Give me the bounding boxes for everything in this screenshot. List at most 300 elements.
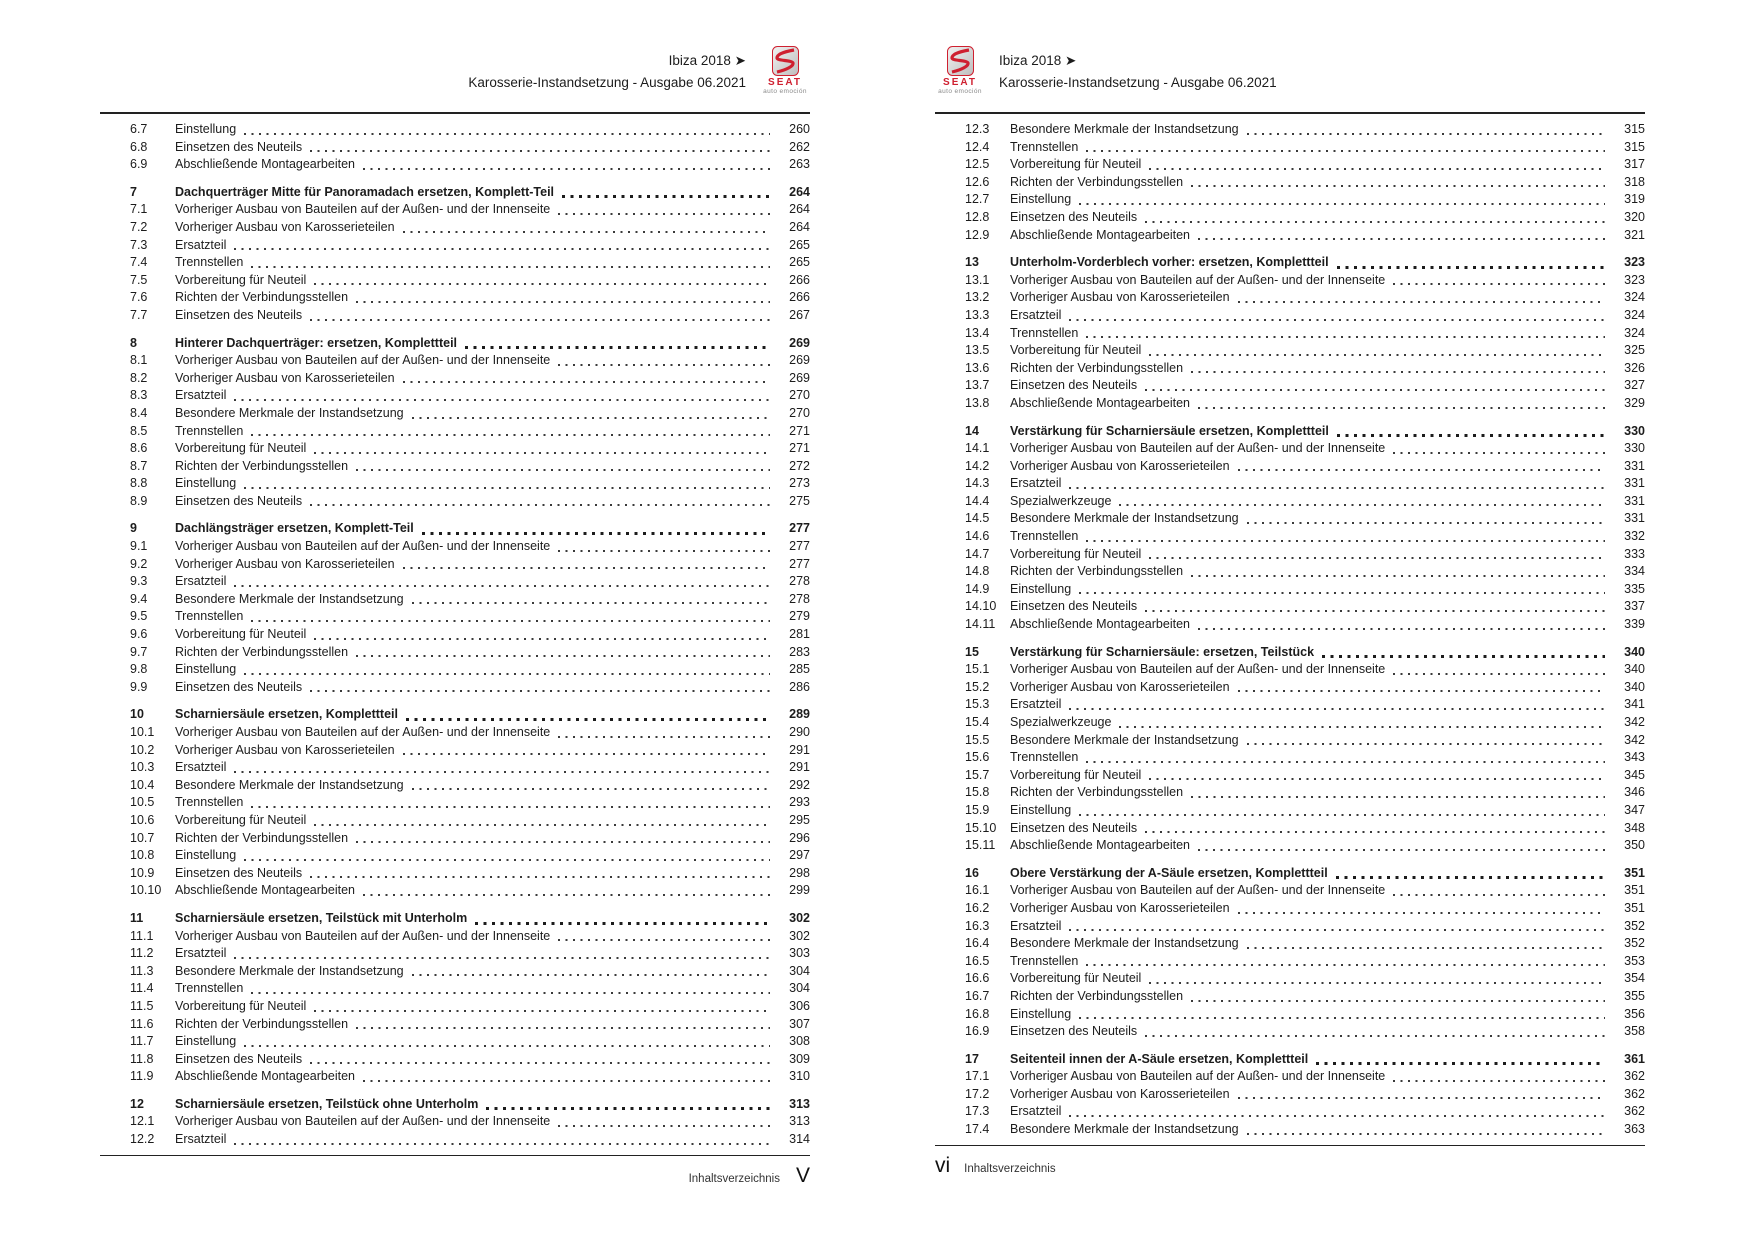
toc-entry-page: 269 bbox=[789, 335, 810, 350]
toc-entry-page: 351 bbox=[1624, 865, 1645, 880]
footer-label: Inhaltsverzeichnis bbox=[688, 1172, 780, 1185]
toc-entry-page: 272 bbox=[789, 458, 810, 473]
toc-entry bbox=[100, 1113, 810, 1131]
toc-entry-title: Vorheriger Ausbau von Bauteilen auf der Außen- und der Innenseite bbox=[175, 928, 551, 943]
toc-entry bbox=[100, 520, 810, 538]
toc-entry-number: 16.7 bbox=[965, 988, 990, 1003]
seat-emblem-icon bbox=[772, 46, 799, 76]
toc-entry bbox=[100, 777, 810, 795]
toc-entry bbox=[935, 546, 1645, 564]
toc-entry-page: 296 bbox=[789, 830, 810, 845]
toc-entry-title: Vorbereitung für Neuteil bbox=[1010, 343, 1142, 358]
dot-leader bbox=[244, 133, 770, 135]
toc-entry-title: Obere Verstärkung der A-Säule ersetzen, Komplettteil bbox=[1010, 865, 1328, 880]
toc-entry-number: 15.11 bbox=[965, 838, 996, 853]
toc-entry bbox=[100, 706, 810, 724]
dot-leader bbox=[1079, 592, 1605, 594]
dot-leader bbox=[1191, 371, 1605, 373]
toc-entry-page: 278 bbox=[789, 574, 810, 589]
toc-entry-page: 309 bbox=[789, 1051, 810, 1066]
toc-entry-title: Einstellung bbox=[175, 122, 237, 136]
footer-page-number: V bbox=[795, 1163, 810, 1187]
dot-leader bbox=[244, 1045, 770, 1047]
toc-entry-number: 9 bbox=[130, 521, 137, 536]
toc-entry-number: 16.8 bbox=[965, 1006, 990, 1021]
dot-leader bbox=[234, 399, 770, 401]
dot-leader bbox=[1337, 266, 1605, 269]
toc-entry-page: 362 bbox=[1624, 1086, 1645, 1101]
toc-entry-page: 352 bbox=[1624, 936, 1645, 951]
toc-entry bbox=[100, 1033, 810, 1051]
dot-leader bbox=[244, 673, 770, 675]
dot-leader bbox=[403, 753, 770, 755]
footer-label: Inhaltsverzeichnis bbox=[964, 1162, 1056, 1175]
toc-entry-page: 265 bbox=[789, 237, 810, 252]
dot-leader bbox=[1069, 487, 1605, 489]
toc-entry-title: Vorbereitung für Neuteil bbox=[175, 812, 307, 827]
footer-rule bbox=[100, 1155, 810, 1156]
toc-entry-page: 291 bbox=[789, 760, 810, 775]
dot-leader bbox=[1316, 1062, 1605, 1065]
toc-entry-page: 320 bbox=[1624, 209, 1645, 224]
toc-entry-number: 14.2 bbox=[965, 458, 990, 473]
toc-entry-title: Einstellung bbox=[1010, 1006, 1072, 1021]
dot-leader bbox=[1247, 522, 1605, 524]
toc-entry bbox=[100, 237, 810, 255]
toc-entry-title: Ersatzteil bbox=[175, 760, 227, 775]
toc-entry-page: 331 bbox=[1624, 458, 1645, 473]
toc-entry-title: Vorheriger Ausbau von Karosserieteilen bbox=[175, 370, 395, 385]
dot-leader bbox=[558, 364, 770, 366]
toc-entry bbox=[935, 1051, 1645, 1069]
dot-leader bbox=[562, 195, 770, 198]
dot-leader bbox=[1393, 283, 1605, 285]
dot-leader bbox=[314, 283, 770, 285]
toc-entry-title: Vorheriger Ausbau von Bauteilen auf der Außen- und der Innenseite bbox=[175, 1114, 551, 1129]
toc-entry-number: 12 bbox=[130, 1096, 144, 1111]
dot-leader bbox=[1069, 319, 1605, 321]
dot-leader bbox=[412, 788, 770, 790]
toc-entry-title: Scharniersäule ersetzen, Teilstück mit Unterholm bbox=[175, 910, 468, 925]
dot-leader bbox=[251, 992, 770, 994]
toc-entry-title: Einstellung bbox=[1010, 802, 1072, 817]
toc-entry bbox=[100, 139, 810, 157]
toc-entry bbox=[100, 812, 810, 830]
dot-leader bbox=[251, 434, 770, 436]
toc-entry bbox=[935, 289, 1645, 307]
toc-entry-title: Ersatzteil bbox=[175, 574, 227, 589]
toc-entry bbox=[100, 458, 810, 476]
toc-entry-page: 277 bbox=[789, 539, 810, 554]
toc-entry-number: 7.1 bbox=[130, 202, 148, 217]
toc-entry-page: 339 bbox=[1624, 617, 1645, 632]
toc-entry-title: Spezialwerkzeuge bbox=[1010, 715, 1112, 729]
toc-entry-title: Richten der Verbindungsstellen bbox=[175, 830, 349, 845]
toc-entry-number: 11.7 bbox=[130, 1034, 154, 1049]
toc-entry-page: 313 bbox=[789, 1096, 810, 1111]
toc-entry-number: 13.6 bbox=[965, 360, 990, 375]
dot-leader bbox=[1393, 894, 1605, 896]
toc-entry-title: Vorheriger Ausbau von Bauteilen auf der Außen- und der Innenseite bbox=[1010, 441, 1386, 456]
toc-entry-title: Besondere Merkmale der Instandsetzung bbox=[175, 405, 404, 420]
dot-leader bbox=[1119, 504, 1605, 506]
toc-entry-number: 12.2 bbox=[130, 1132, 155, 1147]
toc-entry-page: 333 bbox=[1624, 546, 1645, 561]
dot-leader bbox=[310, 150, 770, 152]
toc-entry-page: 307 bbox=[789, 1016, 810, 1031]
toc-entry-title: Ersatzteil bbox=[175, 388, 227, 403]
toc-entry-title: Scharniersäule ersetzen, Komplettteil bbox=[175, 707, 398, 722]
toc-entry-page: 292 bbox=[789, 777, 810, 792]
toc-entry bbox=[935, 342, 1645, 360]
toc-entry-title: Vorbereitung für Neuteil bbox=[175, 441, 307, 456]
toc-entry-page: 324 bbox=[1624, 290, 1645, 305]
toc-entry bbox=[100, 201, 810, 219]
toc-entry-page: 269 bbox=[789, 353, 810, 368]
toc-entry-number: 16.5 bbox=[965, 953, 990, 968]
dot-leader bbox=[1145, 831, 1605, 833]
toc-entry bbox=[935, 510, 1645, 528]
toc-entry-title: Ersatzteil bbox=[175, 946, 227, 961]
toc-entry-page: 325 bbox=[1624, 343, 1645, 358]
dot-leader bbox=[465, 346, 770, 349]
toc-entry-title: Besondere Merkmale der Instandsetzung bbox=[175, 591, 404, 606]
dot-leader bbox=[356, 841, 770, 843]
dot-leader bbox=[314, 452, 770, 454]
toc-entry-title: Vorbereitung für Neuteil bbox=[1010, 157, 1142, 172]
page-footer bbox=[100, 1164, 810, 1188]
toc-entry-page: 318 bbox=[1624, 174, 1645, 189]
toc-entry-number: 15.4 bbox=[965, 715, 990, 729]
toc-entry-page: 330 bbox=[1624, 441, 1645, 456]
toc-entry bbox=[935, 598, 1645, 616]
toc-entry-number: 14.8 bbox=[965, 564, 990, 579]
toc-entry-number: 11.1 bbox=[130, 928, 154, 943]
toc-entry bbox=[935, 865, 1645, 883]
toc-entry-title: Abschließende Montagearbeiten bbox=[1010, 838, 1190, 853]
dot-leader bbox=[412, 602, 770, 604]
toc-entry-page: 271 bbox=[789, 423, 810, 438]
toc-entry-title: Vorheriger Ausbau von Bauteilen auf der Außen- und der Innenseite bbox=[1010, 662, 1386, 677]
toc-entry-title: Einsetzen des Neuteils bbox=[1010, 378, 1138, 393]
toc-entry-title: Einsetzen des Neuteils bbox=[1010, 209, 1138, 224]
toc-entry bbox=[935, 254, 1645, 272]
dot-leader bbox=[363, 168, 770, 170]
dot-leader bbox=[1238, 469, 1605, 471]
toc-entry-page: 302 bbox=[789, 910, 810, 925]
toc-entry-page: 340 bbox=[1624, 644, 1645, 659]
toc-entry-page: 351 bbox=[1624, 900, 1645, 915]
toc-entry-number: 13.7 bbox=[965, 378, 990, 393]
toc-entry bbox=[100, 980, 810, 998]
toc-entry-page: 315 bbox=[1624, 139, 1645, 154]
toc-entry-number: 10.6 bbox=[130, 812, 155, 827]
toc-entry-title: Einstellung bbox=[175, 1034, 237, 1049]
toc-entry-title: Trennstellen bbox=[175, 981, 244, 996]
toc-entry-title: Trennstellen bbox=[1010, 325, 1079, 340]
dot-leader bbox=[403, 381, 770, 383]
toc-entry bbox=[100, 847, 810, 865]
toc-entry-number: 8.7 bbox=[130, 458, 148, 473]
toc-entry-number: 14.11 bbox=[965, 617, 996, 632]
toc-entry bbox=[935, 1023, 1645, 1041]
toc-entry-title: Besondere Merkmale der Instandsetzung bbox=[1010, 1122, 1239, 1137]
toc-entry bbox=[100, 661, 810, 679]
toc-entry bbox=[935, 953, 1645, 971]
dot-leader bbox=[1086, 964, 1605, 966]
toc-entry-number: 15.3 bbox=[965, 697, 990, 712]
dot-leader bbox=[1191, 185, 1605, 187]
toc-entry-number: 15.8 bbox=[965, 785, 990, 800]
toc-entry bbox=[935, 440, 1645, 458]
toc-entry bbox=[935, 837, 1645, 855]
dot-leader bbox=[1069, 708, 1605, 710]
toc-entry bbox=[100, 945, 810, 963]
header-text bbox=[468, 40, 746, 94]
toc-entry-title: Verstärkung für Scharniersäule ersetzen, Komplettteil bbox=[1010, 423, 1329, 438]
toc-entry-number: 7.3 bbox=[130, 237, 148, 252]
header-rule bbox=[100, 112, 810, 114]
toc-entry bbox=[100, 591, 810, 609]
toc-entry bbox=[100, 1068, 810, 1086]
dot-leader bbox=[1149, 557, 1605, 559]
toc-entry bbox=[935, 661, 1645, 679]
toc-entry-number: 15.10 bbox=[965, 820, 997, 835]
dot-leader bbox=[1079, 814, 1605, 816]
toc-entry-page: 342 bbox=[1624, 715, 1645, 729]
toc-entry bbox=[100, 307, 810, 325]
toc-entry-page: 304 bbox=[789, 981, 810, 996]
toc-entry-title: Vorheriger Ausbau von Bauteilen auf der Außen- und der Innenseite bbox=[175, 353, 551, 368]
toc-entry-title: Einsetzen des Neuteils bbox=[1010, 599, 1138, 614]
toc-entry-number: 7.6 bbox=[130, 290, 148, 305]
header-model: Ibiza 2018 ➤ bbox=[668, 53, 746, 68]
toc-entry-title: Richten der Verbindungsstellen bbox=[1010, 360, 1184, 375]
toc-entry bbox=[935, 970, 1645, 988]
toc-entry-page: 362 bbox=[1624, 1069, 1645, 1084]
toc-entry bbox=[100, 1131, 810, 1149]
toc-entry-number: 14.9 bbox=[965, 581, 990, 596]
toc-entry-title: Trennstellen bbox=[175, 255, 244, 270]
toc-entry bbox=[100, 184, 810, 202]
toc-entry bbox=[935, 1006, 1645, 1024]
toc-entry bbox=[100, 493, 810, 511]
dot-leader bbox=[1069, 929, 1605, 931]
seat-logo bbox=[935, 40, 985, 95]
toc-entry bbox=[935, 121, 1645, 139]
toc-entry-number: 10.8 bbox=[130, 848, 155, 863]
toc-entry bbox=[935, 802, 1645, 820]
toc-entry-number: 10.3 bbox=[130, 760, 155, 775]
dot-leader bbox=[558, 1125, 770, 1127]
toc-entry-title: Dachlängsträger ersetzen, Komplett-Teil bbox=[175, 521, 414, 536]
toc-entry-number: 10.2 bbox=[130, 742, 155, 757]
toc-entry bbox=[100, 335, 810, 353]
toc-entry bbox=[100, 794, 810, 812]
toc-entry-number: 8.8 bbox=[130, 476, 148, 491]
toc-entry-page: 326 bbox=[1624, 360, 1645, 375]
toc-entry bbox=[935, 156, 1645, 174]
toc-entry bbox=[935, 988, 1645, 1006]
toc-entry bbox=[935, 882, 1645, 900]
toc-entry-title: Dachquerträger Mitte für Panoramadach ersetzen, Komplett-Teil bbox=[175, 184, 555, 199]
toc-entry bbox=[100, 254, 810, 272]
toc-entry-number: 14 bbox=[965, 423, 979, 438]
toc-entry bbox=[935, 174, 1645, 192]
toc-entry bbox=[100, 865, 810, 883]
dot-leader bbox=[244, 487, 770, 489]
toc-entry-page: 267 bbox=[789, 307, 810, 322]
toc-entry-number: 12.9 bbox=[965, 227, 990, 242]
toc-entry-title: Richten der Verbindungsstellen bbox=[1010, 564, 1184, 579]
toc-entry-number: 7.5 bbox=[130, 272, 148, 287]
toc-entry-title: Vorbereitung für Neuteil bbox=[1010, 546, 1142, 561]
toc-entry bbox=[935, 679, 1645, 697]
toc-entry-number: 16.2 bbox=[965, 900, 990, 915]
toc-entry-page: 323 bbox=[1624, 255, 1645, 270]
dot-leader bbox=[1149, 354, 1605, 356]
dot-leader bbox=[356, 655, 770, 657]
toc-entry bbox=[935, 360, 1645, 378]
toc-entry-page: 297 bbox=[789, 848, 810, 863]
toc-entry-page: 313 bbox=[789, 1114, 810, 1129]
dot-leader bbox=[1079, 1017, 1605, 1019]
toc-entry-number: 16.6 bbox=[965, 971, 990, 986]
dot-leader bbox=[558, 550, 770, 552]
toc-entry-page: 304 bbox=[789, 963, 810, 978]
toc-entry-number: 6.8 bbox=[130, 139, 148, 154]
header-text bbox=[999, 40, 1277, 94]
toc-entry bbox=[100, 370, 810, 388]
header-title: Karosserie-Instandsetzung - Ausgabe 06.2021 bbox=[999, 75, 1277, 90]
toc-entry-title: Richten der Verbindungsstellen bbox=[175, 458, 349, 473]
dot-leader bbox=[1079, 203, 1605, 205]
toc-entry-number: 11.5 bbox=[130, 998, 154, 1013]
toc-entry-page: 348 bbox=[1624, 820, 1645, 835]
toc-page-right bbox=[935, 40, 1645, 1178]
toc-entry-title: Richten der Verbindungsstellen bbox=[1010, 785, 1184, 800]
dot-leader bbox=[1337, 434, 1605, 437]
dot-leader bbox=[1086, 761, 1605, 763]
toc-entry bbox=[935, 191, 1645, 209]
toc-entry-title: Trennstellen bbox=[175, 795, 244, 810]
toc-entry-page: 306 bbox=[789, 998, 810, 1013]
toc-entry-title: Besondere Merkmale der Instandsetzung bbox=[1010, 936, 1239, 951]
dot-leader bbox=[1393, 1080, 1605, 1082]
toc-entry-number: 12.6 bbox=[965, 174, 990, 189]
dot-leader bbox=[1145, 1035, 1605, 1037]
toc-entry-page: 264 bbox=[789, 219, 810, 234]
toc-entry-title: Vorheriger Ausbau von Bauteilen auf der Außen- und der Innenseite bbox=[1010, 1069, 1386, 1084]
dot-leader bbox=[1393, 452, 1605, 454]
toc-entry-title: Vorheriger Ausbau von Karosserieteilen bbox=[175, 556, 395, 571]
toc-entry-number: 17.2 bbox=[965, 1086, 990, 1101]
toc-entry-number: 9.6 bbox=[130, 627, 148, 642]
toc-entry bbox=[935, 377, 1645, 395]
toc-entry-number: 16.1 bbox=[965, 883, 990, 898]
toc-entry-title: Einstellung bbox=[175, 476, 237, 491]
toc-entry bbox=[100, 608, 810, 626]
toc-entry-number: 7.7 bbox=[130, 307, 148, 322]
toc-entry-page: 308 bbox=[789, 1034, 810, 1049]
footer-page-number: vi bbox=[935, 1153, 951, 1177]
dot-leader bbox=[558, 939, 770, 941]
header-title: Karosserie-Instandsetzung - Ausgabe 06.2021 bbox=[468, 75, 746, 90]
toc-entry-number: 11.3 bbox=[130, 963, 154, 978]
toc-entry-page: 340 bbox=[1624, 662, 1645, 677]
dot-leader bbox=[1247, 133, 1605, 135]
dot-leader bbox=[1336, 876, 1605, 879]
toc-entry-title: Ersatzteil bbox=[1010, 697, 1062, 712]
dot-leader bbox=[1145, 389, 1605, 391]
toc-entry-number: 12.4 bbox=[965, 139, 990, 154]
toc-entry-page: 343 bbox=[1624, 750, 1645, 765]
toc-entry bbox=[935, 325, 1645, 343]
dot-leader bbox=[1191, 575, 1605, 577]
header-model: Ibiza 2018 ➤ bbox=[999, 53, 1077, 68]
toc-entry bbox=[935, 732, 1645, 750]
toc-entry-number: 16.3 bbox=[965, 918, 990, 933]
toc-entry-number: 9.5 bbox=[130, 609, 148, 624]
dot-leader bbox=[356, 301, 770, 303]
toc-entry-number: 10.9 bbox=[130, 865, 155, 880]
toc-entry-number: 16.4 bbox=[965, 936, 990, 951]
toc-entry bbox=[935, 307, 1645, 325]
toc-entry bbox=[935, 563, 1645, 581]
dot-leader bbox=[234, 248, 770, 250]
toc-entry-page: 317 bbox=[1624, 157, 1645, 172]
toc-entry-title: Vorheriger Ausbau von Bauteilen auf der Außen- und der Innenseite bbox=[1010, 883, 1386, 898]
toc-entry-number: 9.1 bbox=[130, 539, 148, 554]
toc-entry-page: 337 bbox=[1624, 599, 1645, 614]
toc-entry-number: 11.4 bbox=[130, 981, 154, 996]
toc-entry-title: Vorheriger Ausbau von Karosserieteilen bbox=[175, 742, 395, 757]
toc-entry bbox=[100, 679, 810, 697]
toc-entry bbox=[100, 830, 810, 848]
toc-entry-page: 290 bbox=[789, 725, 810, 739]
toc-entry-number: 8.6 bbox=[130, 441, 148, 456]
toc-entry-page: 330 bbox=[1624, 423, 1645, 438]
dot-leader bbox=[234, 585, 770, 587]
toc-entry-number: 11.2 bbox=[130, 946, 154, 961]
toc-entry-title: Abschließende Montagearbeiten bbox=[1010, 227, 1190, 242]
toc-entry-page: 329 bbox=[1624, 395, 1645, 410]
toc-entry bbox=[100, 928, 810, 946]
toc-entry-number: 15.9 bbox=[965, 802, 990, 817]
dot-leader bbox=[1086, 540, 1605, 542]
toc-entry bbox=[100, 1016, 810, 1034]
toc-entry bbox=[100, 724, 810, 742]
toc-entry-page: 310 bbox=[789, 1069, 810, 1084]
toc-entry-page: 266 bbox=[789, 272, 810, 287]
toc-entry-title: Scharniersäule ersetzen, Teilstück ohne Unterholm bbox=[175, 1096, 479, 1111]
toc-entry-page: 275 bbox=[789, 493, 810, 508]
toc-entry-page: 353 bbox=[1624, 953, 1645, 968]
toc-page-left bbox=[100, 40, 810, 1188]
dot-leader bbox=[1247, 743, 1605, 745]
toc-entry-page: 319 bbox=[1624, 192, 1645, 207]
seat-emblem-icon bbox=[947, 46, 974, 76]
toc-entry-number: 10.4 bbox=[130, 777, 155, 792]
toc-entry-number: 15.2 bbox=[965, 679, 990, 694]
toc-entry-page: 262 bbox=[789, 139, 810, 154]
toc-entry-page: 269 bbox=[789, 370, 810, 385]
toc-entry bbox=[935, 918, 1645, 936]
toc-entry bbox=[100, 644, 810, 662]
toc-entry bbox=[100, 759, 810, 777]
toc-entry-page: 342 bbox=[1624, 732, 1645, 747]
toc-entry-title: Einsetzen des Neuteils bbox=[1010, 1024, 1138, 1039]
